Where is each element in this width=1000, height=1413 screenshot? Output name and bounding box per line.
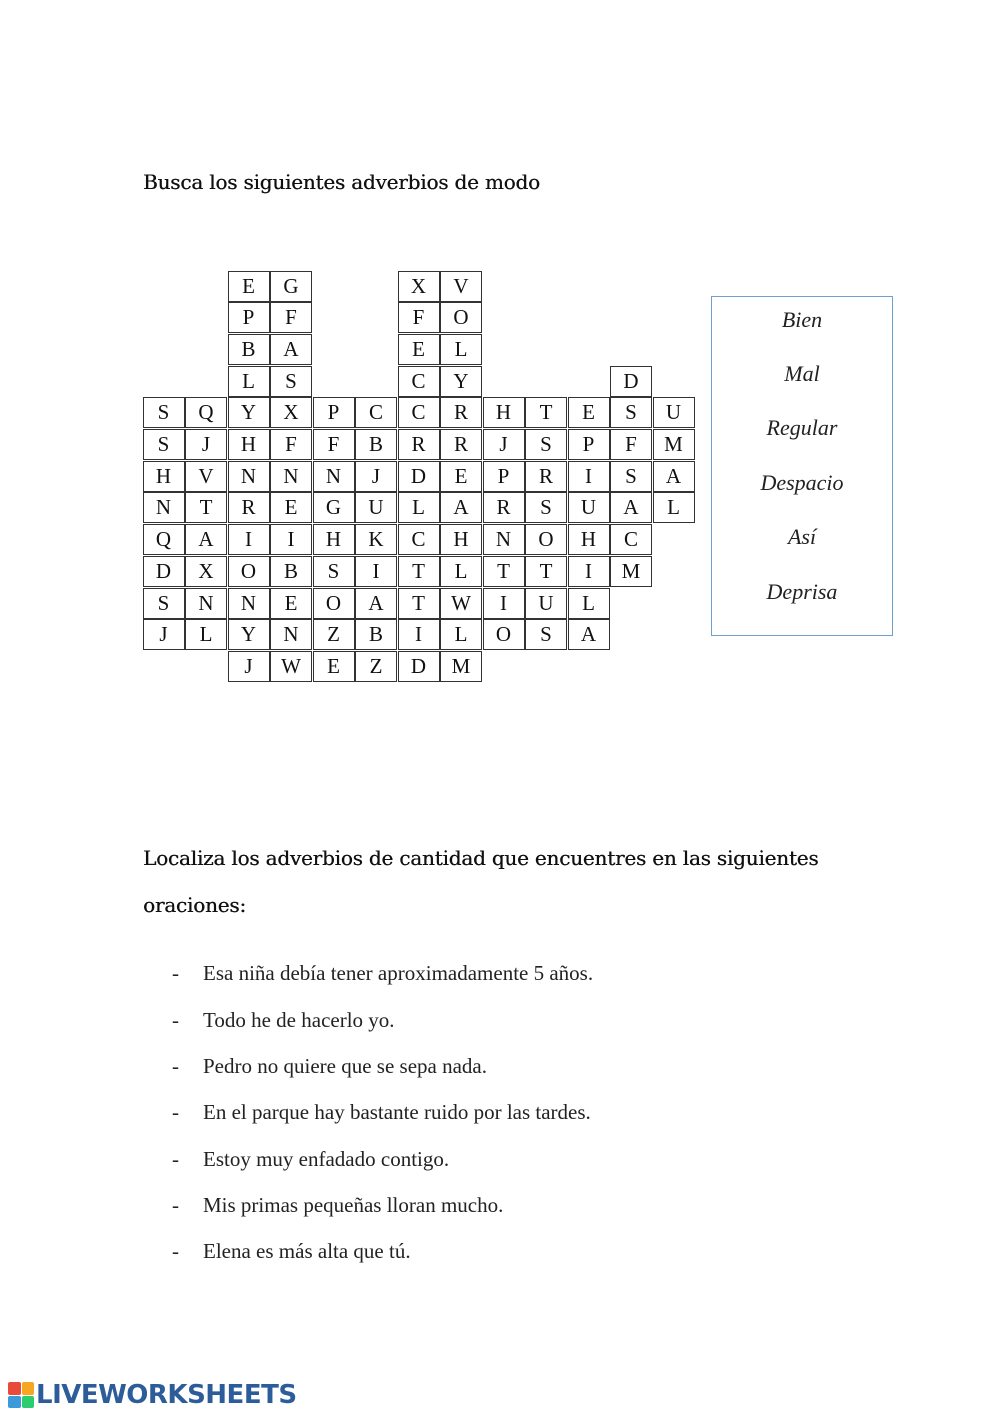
sentence-item <box>172 1193 503 1218</box>
grid-cell: S <box>525 619 567 650</box>
grid-cell: N <box>313 461 355 492</box>
liveworksheets-wordmark: LIVEWORKSHEETS <box>36 1380 297 1410</box>
word-list-item: Mal <box>784 361 820 386</box>
grid-cell: B <box>355 619 397 650</box>
bullet-dash: - <box>172 1193 179 1217</box>
sentence-text: En el parque hay bastante ruido por las tardes. <box>203 1100 591 1124</box>
grid-cell: E <box>270 588 312 619</box>
grid-cell: W <box>270 651 312 682</box>
heading-adverbios-modo: Busca los siguientes adverbios de modo <box>143 170 540 194</box>
grid-cell: R <box>525 461 567 492</box>
sentence-text: Mis primas pequeñas lloran mucho. <box>203 1193 504 1217</box>
grid-cell: D <box>143 556 185 587</box>
grid-cell: I <box>398 619 440 650</box>
bullet-dash: - <box>172 1239 179 1263</box>
grid-cell: H <box>228 429 270 460</box>
grid-cell: I <box>270 524 312 555</box>
grid-cell: R <box>228 492 270 523</box>
word-list-item: Bien <box>781 307 823 332</box>
liveworksheets-logo[interactable] <box>8 1380 297 1410</box>
sentence-item <box>172 1008 395 1033</box>
bullet-dash: - <box>172 1100 179 1124</box>
sentence-text: Pedro no quiere que se sepa nada. <box>203 1054 487 1078</box>
grid-cell: F <box>313 429 355 460</box>
grid-cell: L <box>185 619 227 650</box>
grid-cell: V <box>185 461 227 492</box>
grid-cell: U <box>568 492 610 523</box>
grid-cell: E <box>270 492 312 523</box>
grid-cell: N <box>270 461 312 492</box>
grid-cell: D <box>398 651 440 682</box>
grid-cell: E <box>568 397 610 428</box>
sentence-item <box>172 1054 487 1079</box>
grid-cell: V <box>440 271 482 302</box>
grid-cell: C <box>610 524 652 555</box>
grid-cell: T <box>483 556 525 587</box>
grid-cell: I <box>568 461 610 492</box>
grid-cell: H <box>483 397 525 428</box>
grid-cell: T <box>398 588 440 619</box>
grid-cell: N <box>143 492 185 523</box>
grid-cell: E <box>440 461 482 492</box>
word-list-item: Deprisa <box>766 579 838 604</box>
grid-cell: O <box>525 524 567 555</box>
grid-cell: R <box>398 429 440 460</box>
grid-cell: C <box>398 397 440 428</box>
grid-cell: N <box>228 588 270 619</box>
grid-cell: S <box>610 461 652 492</box>
grid-cell: N <box>185 588 227 619</box>
grid-cell: J <box>185 429 227 460</box>
grid-cell: R <box>440 429 482 460</box>
grid-cell: U <box>525 588 567 619</box>
heading-adverbios-cantidad: Localiza los adverbios de cantidad que encuentres en las siguientes <box>143 846 819 870</box>
grid-cell: J <box>355 461 397 492</box>
word-list-box <box>711 296 893 636</box>
sentence-text: Estoy muy enfadado contigo. <box>203 1147 450 1171</box>
grid-cell: L <box>440 556 482 587</box>
grid-cell: M <box>440 651 482 682</box>
grid-cell: Q <box>185 397 227 428</box>
bullet-dash: - <box>172 1008 179 1032</box>
word-list-item: Así <box>787 524 817 549</box>
grid-cell: E <box>313 651 355 682</box>
grid-cell: P <box>568 429 610 460</box>
sentence-item <box>172 1239 411 1264</box>
grid-cell: O <box>440 302 482 333</box>
grid-cell: C <box>355 397 397 428</box>
grid-cell: L <box>228 366 270 397</box>
grid-cell: F <box>270 302 312 333</box>
grid-cell: A <box>185 524 227 555</box>
grid-cell: P <box>483 461 525 492</box>
grid-cell: A <box>270 334 312 365</box>
bullet-dash: - <box>172 961 179 985</box>
sentence-item <box>172 1100 591 1125</box>
grid-cell: T <box>185 492 227 523</box>
grid-cell: P <box>228 302 270 333</box>
grid-cell: Q <box>143 524 185 555</box>
grid-cell: B <box>228 334 270 365</box>
grid-cell: O <box>228 556 270 587</box>
grid-cell: L <box>440 334 482 365</box>
grid-cell: F <box>398 302 440 333</box>
grid-cell: A <box>653 461 695 492</box>
grid-cell: I <box>568 556 610 587</box>
grid-cell: A <box>355 588 397 619</box>
heading-adverbios-cantidad-cont: oraciones: <box>143 893 246 917</box>
grid-cell: A <box>568 619 610 650</box>
grid-cell: R <box>483 492 525 523</box>
grid-cell: Z <box>355 651 397 682</box>
grid-cell: L <box>568 588 610 619</box>
grid-cell: D <box>610 366 652 397</box>
liveworksheets-icon <box>8 1382 34 1408</box>
grid-cell: E <box>398 334 440 365</box>
bullet-dash: - <box>172 1054 179 1078</box>
grid-cell: Z <box>313 619 355 650</box>
sentence-text: Esa niña debía tener aproximadamente 5 años. <box>203 961 594 985</box>
grid-cell: U <box>653 397 695 428</box>
grid-cell: D <box>398 461 440 492</box>
grid-cell: Y <box>228 619 270 650</box>
grid-cell: H <box>568 524 610 555</box>
grid-cell: E <box>228 271 270 302</box>
grid-cell: M <box>653 429 695 460</box>
grid-cell: H <box>143 461 185 492</box>
grid-cell: X <box>270 397 312 428</box>
grid-cell: L <box>398 492 440 523</box>
grid-cell: L <box>440 619 482 650</box>
grid-cell: G <box>313 492 355 523</box>
grid-cell: M <box>610 556 652 587</box>
grid-cell: Y <box>440 366 482 397</box>
grid-cell: A <box>610 492 652 523</box>
grid-cell: W <box>440 588 482 619</box>
grid-cell: N <box>483 524 525 555</box>
grid-cell: Y <box>228 397 270 428</box>
grid-cell: N <box>270 619 312 650</box>
grid-cell: J <box>228 651 270 682</box>
grid-cell: S <box>270 366 312 397</box>
grid-cell: F <box>610 429 652 460</box>
grid-cell: T <box>525 556 567 587</box>
grid-cell: S <box>610 397 652 428</box>
grid-cell: T <box>525 397 567 428</box>
grid-cell: A <box>440 492 482 523</box>
grid-cell: S <box>143 588 185 619</box>
grid-cell: H <box>313 524 355 555</box>
grid-cell: S <box>313 556 355 587</box>
grid-cell: H <box>440 524 482 555</box>
grid-cell: U <box>355 492 397 523</box>
grid-cell: L <box>653 492 695 523</box>
grid-cell: S <box>143 397 185 428</box>
grid-cell: S <box>525 429 567 460</box>
sentence-text: Elena es más alta que tú. <box>203 1239 411 1263</box>
grid-cell: J <box>143 619 185 650</box>
grid-cell: C <box>398 366 440 397</box>
grid-cell: R <box>440 397 482 428</box>
word-list-item: Despacio <box>760 470 844 495</box>
grid-cell: B <box>355 429 397 460</box>
sentence-item <box>172 1147 449 1172</box>
bullet-dash: - <box>172 1147 179 1171</box>
grid-cell: T <box>398 556 440 587</box>
sentence-text: Todo he de hacerlo yo. <box>203 1008 395 1032</box>
grid-cell: P <box>313 397 355 428</box>
sentence-item <box>172 961 593 986</box>
grid-cell: X <box>398 271 440 302</box>
grid-cell: G <box>270 271 312 302</box>
grid-cell: X <box>185 556 227 587</box>
grid-cell: I <box>355 556 397 587</box>
word-list-item: Regular <box>766 415 838 440</box>
grid-cell: O <box>483 619 525 650</box>
grid-cell: I <box>228 524 270 555</box>
grid-cell: S <box>143 429 185 460</box>
grid-cell: S <box>525 492 567 523</box>
grid-cell: I <box>483 588 525 619</box>
grid-cell: B <box>270 556 312 587</box>
grid-cell: N <box>228 461 270 492</box>
grid-cell: C <box>398 524 440 555</box>
grid-cell: K <box>355 524 397 555</box>
grid-cell: F <box>270 429 312 460</box>
grid-cell: J <box>483 429 525 460</box>
grid-cell: O <box>313 588 355 619</box>
